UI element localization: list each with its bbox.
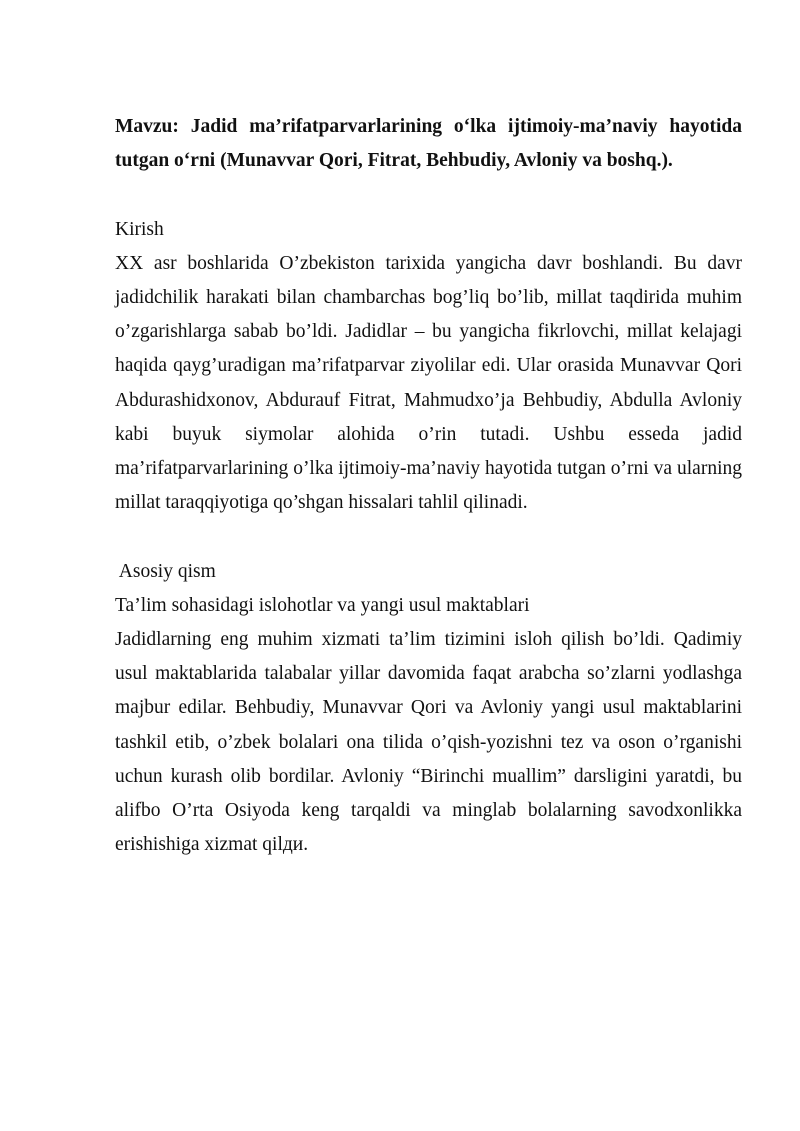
main-heading: Asosiy qism — [115, 560, 216, 582]
document-title: Mavzu: Jadid ma’rifatparvarlarining o‘lka ijtimoiy-ma’naviy hayotida tutgan o‘rni (Munavvar Qori, Fitrat, Behbudiy, Avloniy va boshq.). — [115, 116, 742, 172]
intro-heading: Kirish — [115, 218, 164, 240]
spacer — [115, 520, 742, 554]
main-paragraph: Jadidlarning eng muhim xizmati ta’lim tizimini isloh qilish bo’ldi. Qadimiy usul maktablarida talabalar yillar davomida faqat arabcha so’zlarni yodlashga majbur edilar. Behbudiy, Munavvar Qori va Avloniy yangi usul maktablarini tashkil etib, o’zbek bolalari ona tilida o’qish-yozishni tez va oson o’rganishi uchun kurash olib bordilar. Avloniy “Birinchi muallim” darsligini yaratdi, bu alifbo O’rta Osiyoda keng tarqaldi va minglab bolalarning savodxonlikka erishishiga xizmat qilди. — [115, 629, 742, 856]
spacer — [115, 178, 742, 212]
subheading: Ta’lim sohasidagi islohotlar va yangi usul maktablari — [115, 594, 530, 616]
document-page — [115, 110, 742, 862]
intro-paragraph: XX asr boshlarida O’zbekiston tarixida yangicha davr boshlandi. Bu davr jadidchilik harakati bilan chambarchas bog’liq bo’lib, millat taqdirida muhim o’zgarishlarga sabab bo’ldi. Jadidlar – bu yangicha fikrlovchi, millat kelajagi haqida qayg’uradigan ma’rifatparvar ziyolilar edi. Ular orasida Munavvar Qori Abdurashidxonov, Abdurauf Fitrat, Mahmudxo’ja Behbudiy, Abdulla Avloniy kabi buyuk siymolar alohida o’rin tutadi. Ushbu esseda jadid ma’rifatparvarlarining o’lka ijtimoiy-ma’naviy hayotida tutgan o’rni va ularning millat taraqqiyotiga qo’shgan hissalari tahlil qilinadi. — [115, 252, 742, 514]
